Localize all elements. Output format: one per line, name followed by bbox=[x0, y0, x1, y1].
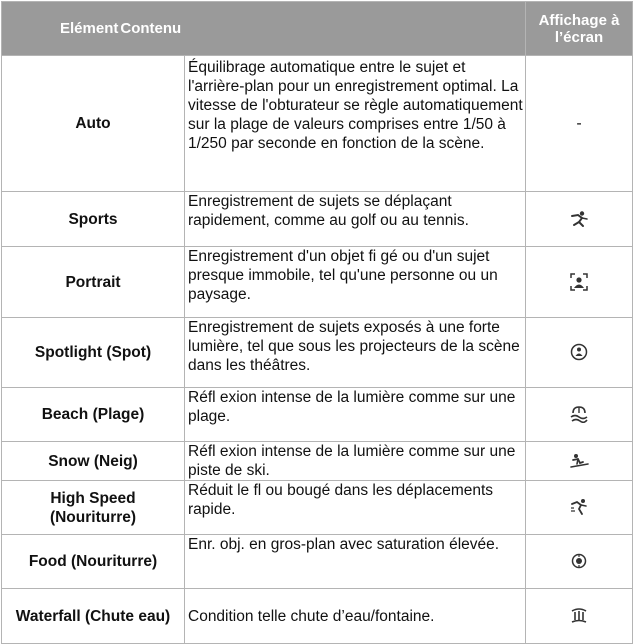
row-description bbox=[185, 388, 526, 442]
row-description-text: Réfl exion intense de la lumière comme sur une piste de ski. bbox=[188, 443, 516, 479]
row-description bbox=[185, 192, 526, 247]
header-row bbox=[2, 2, 633, 56]
food-mode-icon bbox=[571, 553, 587, 569]
row-element: Spotlight (Spot) bbox=[2, 318, 185, 388]
sports-mode-icon bbox=[569, 210, 589, 228]
row-display bbox=[526, 388, 633, 442]
table-row bbox=[2, 318, 633, 388]
row-element: Auto bbox=[2, 56, 185, 192]
table-row bbox=[2, 247, 633, 318]
table-row bbox=[2, 535, 633, 589]
row-description bbox=[185, 318, 526, 388]
row-description bbox=[185, 442, 526, 481]
header-display-line1: Affichage à bbox=[538, 11, 620, 29]
row-description-text: Enregistrement de sujets se déplaçant rapidement, comme au golf ou au tennis. bbox=[188, 193, 469, 229]
row-description bbox=[185, 56, 526, 192]
row-display bbox=[526, 318, 633, 388]
row-display bbox=[526, 442, 633, 481]
beach-mode-icon bbox=[570, 405, 588, 423]
row-description bbox=[185, 589, 526, 644]
row-description bbox=[185, 247, 526, 318]
row-description-text: Équilibrage automatique entre le sujet et l'arrière-plan pour un enregistrement optimal. La vitesse de l'obturateur se règle automatiquement sur la plage de valeurs comprises entre 1/50 à 1/250 par seconde en fonction de la scène. bbox=[188, 59, 523, 152]
table-row bbox=[2, 442, 633, 481]
waterfall-mode-icon bbox=[570, 608, 588, 624]
row-element: Sports bbox=[2, 192, 185, 247]
portrait-mode-icon bbox=[570, 273, 588, 291]
row-element: Snow (Neig) bbox=[2, 442, 185, 481]
table-row bbox=[2, 589, 633, 644]
row-display bbox=[526, 56, 633, 192]
display-dash: - bbox=[576, 114, 582, 132]
row-display bbox=[526, 535, 633, 589]
row-description-text: Enr. obj. en gros-plan avec saturation élevée. bbox=[188, 536, 500, 553]
row-display bbox=[526, 247, 633, 318]
row-description-text: Réfl exion intense de la lumière comme sur une plage. bbox=[188, 389, 516, 425]
row-display bbox=[526, 481, 633, 535]
row-display bbox=[526, 192, 633, 247]
row-element: Portrait bbox=[2, 247, 185, 318]
scene-mode-table bbox=[1, 1, 633, 644]
table-row bbox=[2, 388, 633, 442]
row-description bbox=[185, 535, 526, 589]
header-content: Contenu bbox=[120, 20, 182, 37]
row-display bbox=[526, 589, 633, 644]
table-row bbox=[2, 56, 633, 192]
snow-mode-icon bbox=[569, 453, 589, 469]
row-element: Food (Nouriturre) bbox=[2, 535, 185, 589]
header-element-content bbox=[2, 2, 526, 56]
row-element: Beach (Plage) bbox=[2, 388, 185, 442]
table-row bbox=[2, 481, 633, 535]
high-speed-mode-icon bbox=[570, 498, 588, 516]
spotlight-mode-icon bbox=[570, 343, 588, 361]
row-description-text: Enregistrement d'un objet fi gé ou d'un sujet presque immobile, tel qu'une personne ou un paysage. bbox=[188, 248, 498, 303]
row-description bbox=[185, 481, 526, 535]
header-display-line2: l’écran bbox=[554, 28, 604, 46]
table-row bbox=[2, 192, 633, 247]
row-element: Waterfall (Chute eau) bbox=[2, 589, 185, 644]
row-element: High Speed (Nouriturre) bbox=[2, 481, 185, 535]
row-description-text: Réduit le fl ou bougé dans les déplacements rapide. bbox=[188, 482, 494, 518]
row-description-text: Condition telle chute d’eau/fontaine. bbox=[188, 607, 435, 625]
header-display bbox=[526, 2, 633, 56]
header-element: Elément bbox=[60, 20, 119, 37]
row-description-text: Enregistrement de sujets exposés à une forte lumière, tel que sous les projecteurs de la scène dans les théâtres. bbox=[188, 319, 520, 374]
